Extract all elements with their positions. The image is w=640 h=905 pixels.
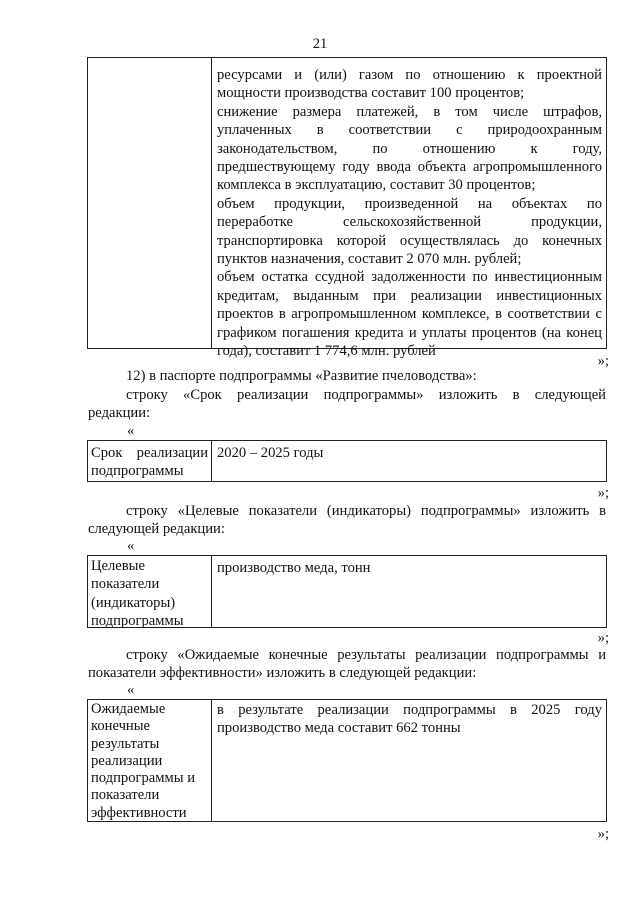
- text-line: года), составит 1 774,6 млн. рублей: [217, 343, 436, 360]
- paragraph-line: показатели эффективности» изложить в следующей редакции:: [88, 665, 477, 682]
- paragraph-line: строку «Срок реализации подпрограммы» изложить в следующей: [126, 387, 606, 403]
- results-value-line: производство меда составит 662 тонны: [217, 720, 461, 737]
- results-label-line: Ожидаемые: [91, 701, 166, 717]
- indicators-continuation-table: [87, 57, 607, 360]
- text-line: кредитам, выданным при реализации инвестиционных: [217, 287, 602, 304]
- closing-quote: »;: [597, 485, 609, 501]
- targets-label-line: подпрограммы: [91, 613, 184, 630]
- targets-value-cell: [212, 556, 606, 627]
- text-line: предшествующему году ввода объекта агропромышленного: [217, 159, 602, 176]
- text-line: графиком погашения кредита и уплаты процентов (на конец: [217, 324, 602, 341]
- results-label-cell: [88, 700, 212, 821]
- text-line: проектов в агропромышленном комплексе, в соответствии с: [217, 306, 602, 323]
- results-value-cell: [212, 700, 606, 821]
- text-line: уплаченных в соответствии с природоохранным: [217, 122, 602, 139]
- text-line: мощности производства составит 100 процентов;: [217, 85, 525, 102]
- paragraph-targets: [88, 502, 606, 539]
- text-line: пунктов назначения, составит 2 070 млн. рублей;: [217, 251, 522, 268]
- paragraph-line: строку «Целевые показатели (индикаторы) подпрограммы» изложить в: [126, 503, 606, 519]
- term-label-cell: [88, 441, 212, 481]
- paragraph-results: [88, 646, 606, 683]
- item-12-heading: 12) в паспорте подпрограммы «Развитие пчеловодства»:: [126, 368, 477, 384]
- closing-quote: »;: [597, 630, 609, 646]
- results-label-line: показатели: [91, 787, 160, 804]
- results-value-line: в результате реализации подпрограммы в 2025 году: [217, 702, 602, 718]
- targets-value: производство меда, тонн: [217, 560, 371, 576]
- term-value-cell: [212, 441, 606, 481]
- targets-table: [87, 555, 607, 628]
- text-line: законодательством, по отношению к году,: [217, 140, 602, 157]
- results-table: [87, 699, 607, 822]
- text-line: объем продукции, произведенной на объектах по: [217, 195, 602, 212]
- text-line: ресурсами и (или) газом по отношению к проектной: [217, 67, 602, 83]
- text-line: объем остатка ссудной задолженности по инвестиционным: [217, 269, 602, 286]
- term-table: [87, 440, 607, 482]
- targets-label-cell: [88, 556, 212, 630]
- paragraph-line: строку «Ожидаемые конечные результаты реализации подпрограммы и: [126, 647, 606, 663]
- empty-label-cell: [88, 58, 212, 348]
- text-line: переработке сельскохозяйственной продукции,: [217, 214, 602, 231]
- term-value: 2020 – 2025 годы: [217, 445, 324, 461]
- opening-quote: «: [127, 423, 135, 439]
- targets-label-line: Целевые: [91, 558, 145, 574]
- targets-label-line: (индикаторы): [91, 594, 176, 611]
- paragraph-line: редакции:: [88, 405, 151, 422]
- paragraph-term: [88, 386, 606, 423]
- text-line: снижение размера платежей, в том числе штрафов,: [217, 103, 602, 120]
- results-label-line: эффективности: [91, 804, 187, 821]
- results-label-line: реализации: [91, 752, 163, 769]
- term-label-line: подпрограммы: [91, 463, 184, 480]
- closing-quote: »;: [597, 826, 609, 842]
- term-label-line: Срок реализации: [91, 445, 208, 461]
- opening-quote: «: [127, 538, 135, 554]
- page-number: 21: [312, 36, 328, 52]
- paragraph-line: следующей редакции:: [88, 521, 225, 538]
- indicators-text-cell: [212, 58, 606, 360]
- results-label-line: конечные: [91, 718, 151, 735]
- targets-label-line: показатели: [91, 576, 160, 593]
- text-line: комплекса в эксплуатацию, составит 30 процентов;: [217, 177, 536, 194]
- results-label-line: подпрограммы и: [91, 770, 196, 787]
- closing-quote: »;: [597, 353, 609, 369]
- text-line: транспортировка которой осуществлялась до конечных: [217, 232, 602, 249]
- opening-quote: «: [127, 682, 135, 698]
- results-label-line: результаты: [91, 735, 160, 752]
